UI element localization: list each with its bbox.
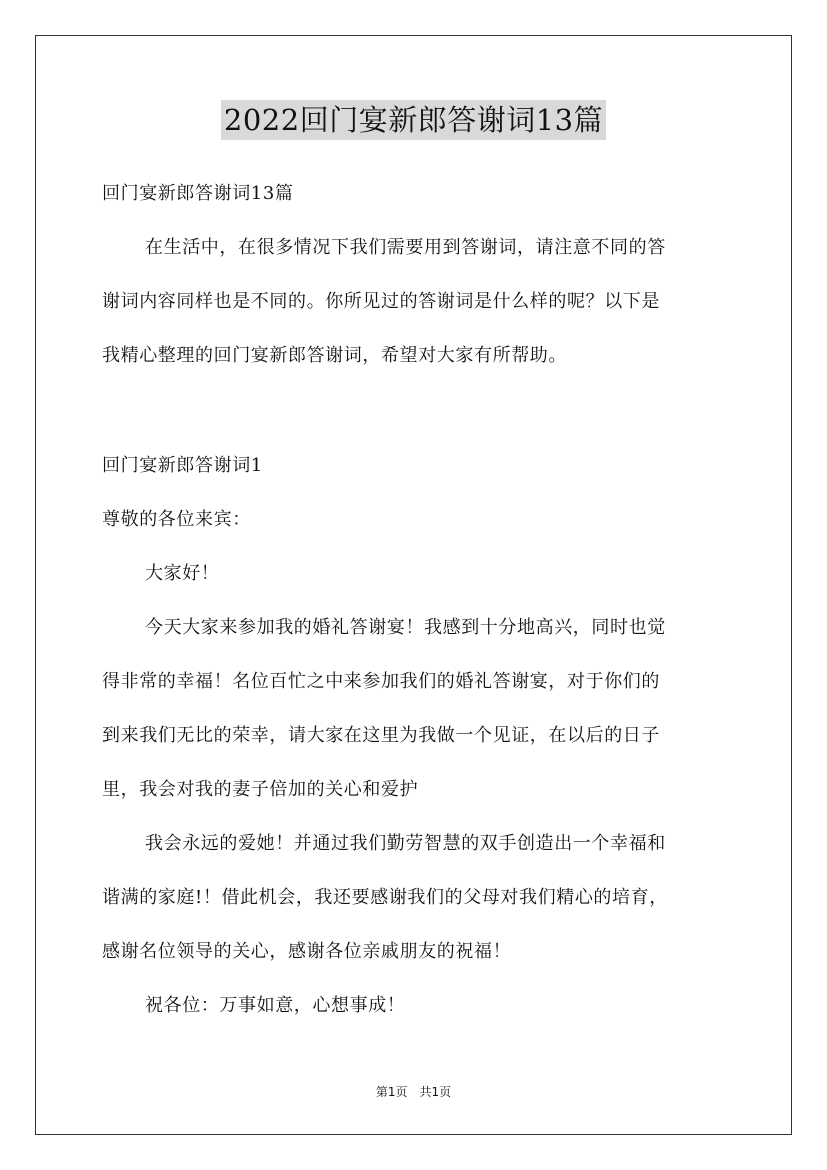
salutation: 尊敬的各位来宾： <box>102 509 251 530</box>
closing-line: 祝各位：万事如意，心想事成！ <box>145 995 406 1016</box>
paragraph-line: 今天大家来参加我的婚礼答谢宴！我感到十分地高兴，同时也觉 <box>145 617 666 638</box>
section-heading: 回门宴新郎答谢词1 <box>102 455 263 476</box>
paragraph-line: 谐满的家庭!！借此机会，我还要感谢我们的父母对我们精心的培育， <box>102 887 668 908</box>
paragraph-line: 到来我们无比的荣幸，请大家在这里为我做一个见证，在以后的日子 <box>102 725 660 746</box>
paragraph-line: 我会永远的爱她！并通过我们勤劳智慧的双手创造出一个幸福和 <box>145 833 666 854</box>
paragraph-line: 里，我会对我的妻子倍加的关心和爱护 <box>102 779 419 800</box>
greeting: 大家好！ <box>145 563 220 584</box>
paragraph-line: 感谢名位领导的关心，感谢各位亲戚朋友的祝福！ <box>102 941 512 962</box>
document-title: 2022回门宴新郎答谢词13篇 <box>221 100 606 140</box>
intro-line: 我精心整理的回门宴新郎答谢词，希望对大家有所帮助。 <box>102 345 567 366</box>
intro-line: 谢词内容同样也是不同的。你所见过的答谢词是什么样的呢？以下是 <box>102 291 660 312</box>
intro-line: 在生活中，在很多情况下我们需要用到答谢词，请注意不同的答 <box>145 237 666 258</box>
page-footer: 第1页 共1页 <box>375 1085 452 1099</box>
document-subtitle: 回门宴新郎答谢词13篇 <box>102 183 294 204</box>
paragraph-line: 得非常的幸福！名位百忙之中来参加我们的婚礼答谢宴，对于你们的 <box>102 671 660 692</box>
title-container <box>0 100 827 140</box>
